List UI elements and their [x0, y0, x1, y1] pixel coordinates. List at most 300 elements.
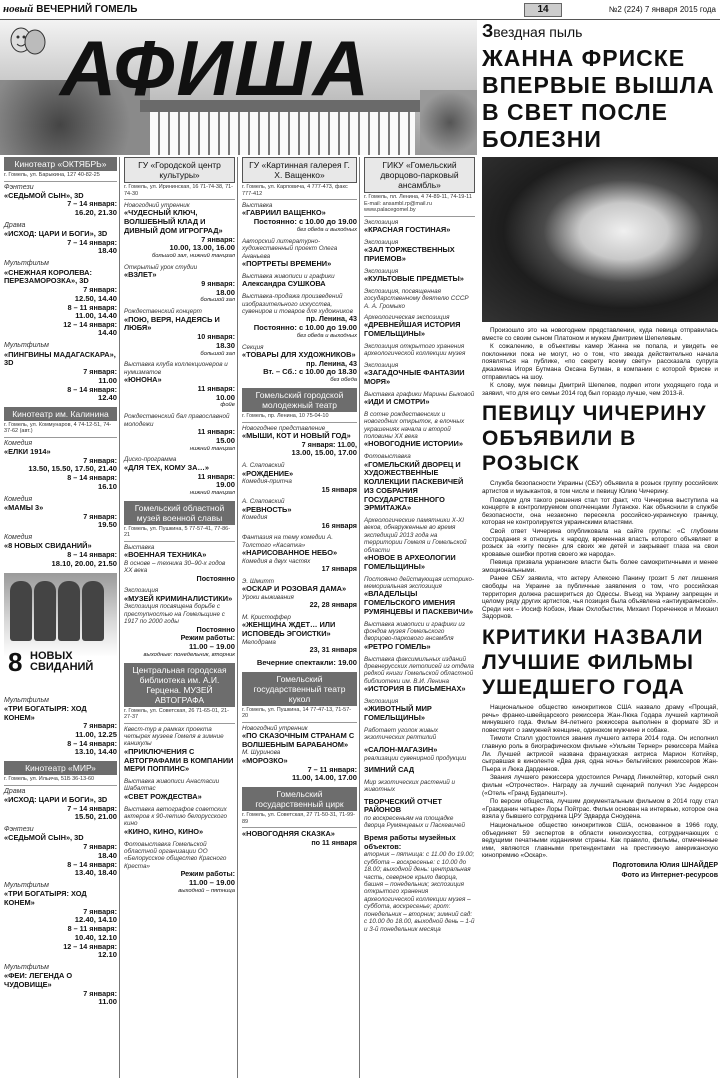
event-entry [124, 587, 235, 658]
event-subnote: Комедия-притча [242, 478, 292, 486]
event-date-2: 8 – 14 января: [67, 738, 117, 748]
event-venue: без обеда и выходных [296, 332, 357, 339]
event-time: 10.00, 13.00, 16.00 [169, 243, 235, 253]
section-heading: Кинотеатр им. Калинина [4, 407, 117, 421]
event-title: «СНЕЖНАЯ КОРОЛЕВА: ПЕРЕЗАМОРОЗКА», 3D [4, 267, 92, 286]
event-genre: Мультфильм [4, 882, 49, 890]
event-entry [242, 534, 357, 573]
event-note: Выставка графики Марины Быковой [364, 390, 475, 398]
event-title: «ЖИВОТНЫЙ МИР ГОМЕЛЬЩИНЫ» [364, 704, 432, 723]
event-date: 8 – 14 января: [67, 550, 117, 560]
movie-poster-image [4, 573, 117, 693]
event-note: Выставка [242, 202, 273, 209]
event-date-2: 8 – 11 января: [67, 924, 117, 934]
event-title: «РЕВНОСТЬ» [242, 504, 292, 514]
event-subnote: Уроки выживания [242, 593, 294, 601]
event-entry [364, 219, 475, 235]
article-paragraph: По версии общества, лучшим документальным фильмом в 2014 году стал «Гражданин четыре» Лоры Пойтрас. Фильм основан на интервью, которое она взяла у бывшего сотрудника ЦРУ Эдварда Сноудена. [482, 798, 718, 821]
event-entry [364, 362, 475, 387]
section-heading: ГУ «Картинная галерея Г. Х. Ващенко» [242, 157, 357, 183]
event-entry [4, 222, 117, 256]
event-date-2: 8 – 11 января: [67, 302, 117, 312]
event-note: Археологическая экспозиция [364, 313, 450, 321]
article-paragraph: Национальное общество кинокритиков США назвало драму «Прощай, речь» франко-швейцарского режиссера Жан-Люка Годара лучшей картиной минувшего года. Фильм 84-летнего режиссера выполнен в формате 3D и повествует о замужней женщине, одиноком мужчине и собаке. [482, 704, 718, 734]
poster-figure [34, 581, 56, 641]
event-genre: Мультфильм [4, 342, 49, 350]
event-entry [124, 202, 235, 260]
event-title: «ИДИ И СМОТРИ» [364, 397, 430, 407]
event-note: Выставка клуба коллекционеров и нумизматов [124, 361, 228, 376]
event-date: Режим работы: [180, 869, 235, 879]
event-date: 23, 31 января [309, 645, 357, 655]
event-note: Квест-тур в рамках проекта четырех музеев Гомеля в зимние каникулы [124, 725, 224, 748]
section-address: г. Гомель, пл. Ленина, 4 74-89-11, 74-19-11 E-mail: ansambl.rp@mail.ru www.palacegomel.by [364, 194, 475, 216]
event-genre: Комедия [4, 495, 33, 503]
event-title: ТВОРЧЕСКИЙ ОТЧЕТ РАЙОНОВ [364, 796, 442, 815]
event-venue: большой зал, нижний танцзал [151, 253, 235, 260]
event-date: 7 января: 11.00, [301, 439, 357, 449]
article-paragraph: Произошло это на новогоднем представлении, куда певица отправилась вместе со своим сыном Платоном и мужем Дмитрием Шепелевым. [482, 327, 718, 342]
event-title: «ПОРТРЕТЫ ВРЕМЕНИ» [242, 259, 332, 269]
section-heading: Центральная городская библиотека им. А.И. Герцена. МУЗЕЙ АВТОГРАФА [124, 663, 235, 707]
section-heading: Гомельский городской молодежный театр [242, 388, 357, 412]
event-note: Фотовыставка Гомельской областной организации ОО «Белорусское общество Красного Креста» [124, 840, 227, 870]
event-title: «МЫШИ, КОТ И НОВЫЙ ГОД» [242, 430, 351, 440]
event-date: 7 января: [83, 906, 117, 916]
event-title: «МАМЫ 3» [4, 503, 44, 513]
event-date: 7 – 14 января: [67, 199, 117, 209]
event-time: 13.50, 15.50, 17.50, 21.40 [28, 464, 117, 474]
event-title: «СВЕТ РОЖДЕСТВА» [124, 791, 202, 801]
event-note: Экспозиция [364, 238, 399, 246]
event-time: 11.00 – 19.00 [188, 877, 235, 887]
event-title: «ГОМЕЛЬСКИЙ ДВОРЕЦ И ХУДОЖЕСТВЕННЫЕ КОЛЛЕКЦИИ ПАСКЕВИЧЕЙ ИЗ СОБРАНИЯ ГОСУДАРСТВЕННОГО ЭРМИТАЖА» [364, 459, 464, 513]
event-note: Мир экзотических растений и животных [364, 778, 456, 794]
article-paragraph: Тимоти Спэлл удостоился звания лучшего актера 2014 года. Он исполнил главную роль в биографическом фильме «Уильям Тернер» режиссера Майка Ли. Лучшей актрисой названа французская актриса Марион Котийяр, сыгравшая в киноленте «Два дня, одна ночь» бельгийских режиссеров Жан-Пьера и Люка Дарденнов. [482, 735, 718, 773]
event-venue: нижний танцзал [189, 445, 235, 452]
event-entry [4, 534, 117, 568]
event-title: «ЮНОНА» [124, 375, 162, 385]
event-subnote: Мелодрама [242, 638, 276, 646]
photo-credit: Фото из Интернет-ресурсов [621, 872, 718, 880]
afisha-title: АФИША [60, 24, 372, 112]
event-date: 7 – 11 января: [307, 764, 357, 774]
event-title: «ТОВАРЫ ДЛЯ ХУДОЖНИКОВ» [242, 350, 356, 360]
event-venue: выходной – пятница [178, 887, 235, 894]
event-entry [4, 788, 117, 822]
poster-figure [10, 581, 32, 641]
event-title: Александра СУШКОВА [242, 279, 326, 289]
article-paragraph: Звания лучшего режиссера удостоился Ричард Линклейтер, который снял фильм «Отрочество». Награду за лучший сценарий получил Уэс Андерсон («Отель «Гранд Будапешт»). [482, 774, 718, 797]
event-note: Выставка автографов советских актеров к 90-летию белорусского кино [124, 805, 228, 828]
event-entry [4, 826, 117, 878]
event-entry [124, 841, 235, 895]
event-note: Выставка живописи и графики [242, 272, 335, 280]
event-date: Постоянно [196, 573, 235, 583]
event-title: «НОВОГОДНЯЯ СКАЗКА» [242, 829, 335, 839]
event-time: 12.50, 14.40 [74, 293, 117, 303]
event-entry [124, 778, 235, 802]
event-entry [242, 344, 357, 384]
event-note: Фантазия на тему комедии А. Толстого «Касатка» [242, 534, 333, 549]
event-note: А. Слаповский [242, 498, 285, 506]
event-date-2: 8 – 14 января: [67, 384, 117, 394]
event-date: пр. Ленина, 43 [306, 358, 357, 368]
event-title: «НОВОГОДНИЕ ИСТОРИИ» [364, 439, 463, 449]
event-note: Секция [242, 343, 264, 351]
afisha-banner [0, 20, 477, 155]
event-note: Выставка живописи Анастасии Шабалтас [124, 778, 220, 793]
section-heading: ГУ «Городской центр культуры» [124, 157, 235, 183]
article-3-headline: КРИТИКИ НАЗВАЛИ ЛУЧШИЕ ФИЛЬМЫ УШЕДШЕГО ГОДА [482, 626, 704, 700]
event-time: 10.00 [215, 392, 235, 402]
event-time: 18.00 [215, 287, 235, 297]
event-entry [4, 342, 117, 403]
event-entry [364, 698, 475, 723]
event-time: 11.00 [98, 375, 117, 385]
event-note: Рождественский бал православной молодежи [124, 413, 230, 428]
event-date-2: 8 – 14 января: [67, 859, 117, 869]
poster-title: НОВЫХ СВИДАНИЙ [30, 649, 94, 673]
event-entry [364, 391, 475, 407]
event-date: Постоянно [196, 624, 235, 634]
palace-image [150, 112, 415, 155]
event-entry [4, 882, 117, 960]
event-title-2: «МОРОЗКО» [242, 755, 288, 765]
event-entry [364, 239, 475, 264]
event-date: пр. Ленина, 43 [306, 314, 357, 324]
section-heading: Гомельский государственный театр кукол [242, 672, 357, 706]
event-time: 18.30 [215, 340, 235, 350]
event-subnote: вторник – пятница: с 11.00 до 19.00; суббота – воскресенье: с 10.00 до 18.00; выходной день: центральная часть, северное крыло дворца, башня – понедельник; экспозиция открытого хранения археологической коллекции музея – суббота, воскресенье; грот: понедельник – вторник; зимний сад: с 10.00 до 18.00, выходной день – 1-й и 3-й понедельник месяца [364, 851, 475, 933]
event-date: 7 января: [83, 367, 117, 377]
event-entry [124, 308, 235, 357]
article-paragraph: Служба безопасности Украины (СБУ) объявила в розыск группу российских артистов и музыкантов, в том числе и певицу Юлию Чичерину. [482, 480, 718, 495]
event-date: 7 января: [83, 721, 117, 731]
event-entry [124, 806, 235, 837]
section-address: г. Гомель, ул. Советская, 27 71-50-31, 71-99-89 [242, 812, 357, 828]
event-date: 11 января: [197, 384, 235, 394]
section-address: г. Гомель, ул. Коммунаров, 4 74-12-51, 74-37-62 (авт.) [4, 422, 117, 438]
event-time-2: 11.00 – 19.00 [188, 641, 235, 651]
event-date: 15 января [321, 484, 357, 494]
event-time: 11.00, 14.00, 17.00 [291, 773, 357, 783]
event-time: 18.40 [97, 246, 117, 256]
event-title: «ПИНГВИНЫ МАДАГАСКАРА», 3D [4, 349, 116, 368]
event-genre: Мультфильм [4, 964, 49, 972]
rubric-title: Звездная пыль [482, 22, 583, 41]
event-subnote: Комедия [242, 514, 268, 522]
section-heading: Кинотеатр «ОКТЯБРЬ» [4, 157, 117, 171]
event-date: 7 января: [201, 234, 235, 244]
event-entry [242, 578, 357, 610]
event-title: «КУЛЬТОВЫЕ ПРЕДМЕТЫ» [364, 273, 464, 283]
event-time: 15.50, 21.00 [74, 812, 117, 822]
column-cinemas [2, 157, 120, 1078]
event-title: «ИСХОД: ЦАРИ И БОГИ», 3D [4, 229, 108, 239]
event-entry [242, 614, 357, 655]
event-entry [124, 361, 235, 409]
event-entry [364, 411, 475, 449]
event-date: 7 – 14 января: [67, 803, 117, 813]
event-entry [124, 726, 235, 774]
event-note: Новогодний утренник [242, 724, 308, 732]
event-title: «НОВОЕ В АРХЕОЛОГИИ ГОМЕЛЬЩИНЫ» [364, 553, 456, 571]
event-time: 16.20, 21.30 [74, 207, 117, 217]
event-note: Э. Шмитт [242, 577, 274, 585]
article-2-headline: ПЕВИЦУ ЧИЧЕРИНУ ОБЪЯВИЛИ В РОЗЫСК [482, 402, 707, 476]
event-entry [4, 496, 117, 530]
event-note: А. Слаповский [242, 462, 285, 470]
event-entry [242, 498, 357, 530]
event-entry [4, 260, 117, 338]
section-address: г. Гомель, пр. Ленина, 10 75-04-10 [242, 413, 357, 422]
event-time: 11.00, 12.25 [75, 729, 117, 739]
event-date-3: 12 – 14 января: [63, 941, 117, 951]
event-subnote: реализации сувенирной продукции [364, 754, 467, 762]
event-subnote: Комедия в двух частях [242, 557, 311, 565]
event-entry [242, 659, 357, 668]
event-entry [364, 576, 475, 617]
event-title: «МУЗЕЙ КРИМИНАЛИСТИКИ» [124, 593, 233, 603]
event-title: «ИСТОРИЯ В ПИСЬМЕНАХ» [364, 684, 466, 694]
event-venue: фойе [220, 402, 235, 409]
poster-number: 8 [8, 646, 23, 677]
event-date: 9 января: [201, 279, 235, 289]
event-note: М. Кристоффер [242, 613, 291, 621]
event-entry [364, 779, 475, 794]
event-entry [364, 656, 475, 694]
event-entry [364, 834, 475, 933]
theatre-masks-icon [8, 26, 48, 56]
event-note: Экспозиция, посвященная государственному деятелю СССР А. А. Громыко [364, 287, 469, 310]
event-entry [4, 697, 117, 758]
article-paragraph: Певица призвала украинские власти быть более самокритичными и менее эмоциональными. [482, 559, 718, 574]
event-genre: Мультфильм [4, 260, 49, 268]
section-heading: Гомельский государственный цирк [242, 787, 357, 811]
article-paragraph: Ранее СБУ заявила, что актеру Алексею Панину грозит 5 лет лишения свободы на Украине за публичные заявления о том, что российская территория должна расшириться до Одессы. Въезд на Украину запрещен и целому ряду других артистов, чья позиция была объявлена «антиукраинской». Среди них – Иосиф Кобзон, Иван Охлобыстин, Михаил Пореченков и Михаил Задорнов. [482, 575, 718, 621]
event-note: Выставка-продажа произведений изобразительного искусства, сувениров и товаров для художников [242, 293, 353, 315]
article-1-photo [482, 157, 718, 322]
event-note: Выставка живописи и графики из фондов музея Гомельского дворцово-паркового ансамбля [364, 620, 465, 643]
section-heading: Гомельский областной музей военной славы [124, 501, 235, 525]
event-time-2: 13.10, 14.40 [74, 747, 117, 757]
event-time-3: 12.10 [97, 950, 117, 960]
section-address: г. Гомель, ул. Советская, 26 71-65-01, 21-27-37 [124, 708, 235, 724]
page-number: 14 [524, 3, 562, 17]
event-genre: Комедия [4, 439, 33, 447]
event-date: 11 января: [197, 427, 235, 437]
event-title: «КРАСНАЯ ГОСТИНАЯ» [364, 224, 451, 234]
event-date: 7 – 14 января: [67, 237, 117, 247]
event-time: Постоянно: с 10.00 до 19.00 [253, 322, 357, 332]
event-title: «ЕЛКИ 1914» [4, 447, 51, 457]
event-title: «РЕТРО ГОМЕЛЬ» [364, 641, 431, 651]
event-entry [364, 314, 475, 339]
event-entry [4, 184, 117, 218]
event-date-2: Режим работы: [180, 633, 235, 643]
event-entry [242, 725, 357, 783]
column-palace-ensemble [362, 157, 477, 1078]
event-title: «8 НОВЫХ СВИДАНИЙ» [4, 541, 92, 551]
event-time-2: 16.10 [97, 481, 117, 491]
event-title: «ЗАГАДОЧНЫЕ ФАНТАЗИИ МОРЯ» [364, 368, 465, 386]
event-date: 10 января: [197, 332, 235, 342]
event-entry [4, 964, 117, 1007]
section-address: г. Гомель, ул. Барыкина, 127 40-82-25 [4, 172, 117, 181]
poster-figure [58, 581, 80, 641]
event-title: «ИСХОД: ЦАРИ И БОГИ», 3D [4, 795, 108, 804]
event-title: «ВЛАДЕЛЬЦЫ ГОМЕЛЬСКОГО ИМЕНИЯ РУМЯНЦЕВЫ И ПАСКЕВИЧИ» [364, 589, 474, 616]
event-note: Диско-программа [124, 456, 177, 464]
section-address: г. Гомель, ул. Карповича, 4 777-473, факс 777-412 [242, 184, 357, 200]
event-title: «ПРИКЛЮЧЕНИЯ С АВТОГРАФАМИ В КОМПАНИИ МЕРИ ПОППИНС» [124, 746, 234, 774]
event-title: «ГАВРИИЛ ВАЩЕНКО» [242, 208, 326, 218]
event-entry [364, 621, 475, 652]
right-news-column [482, 22, 718, 1078]
event-time-3: 14.40 [97, 328, 117, 338]
event-venue: большой зал [200, 297, 235, 304]
event-title: «ДЛЯ ТЕХ, КОМУ ЗА…» [124, 462, 209, 472]
event-venue: нижний танцзал [189, 490, 235, 497]
event-entry [242, 202, 357, 234]
trees-image-right [420, 90, 477, 155]
event-note: Археологические памятники X-XI веков, обнаруженные во время экспедиций 2013 года на территории Гомеля и Гомельской области [364, 517, 467, 554]
event-time: 18.40 [97, 850, 117, 860]
event-title: «СЕДЬМОЙ СЫН», 3D [4, 833, 84, 843]
event-time: 19.50 [97, 520, 117, 530]
event-note: Экспозиция открытого хранения археологической коллекции музея [364, 342, 466, 358]
event-genre: Фэнтези [4, 826, 34, 834]
section-address: г. Гомель, ул. Ирининская, 16 71-74-38, 71-74-30 [124, 184, 235, 200]
section-address: г. Гомель, ул. Ильича, 51Б 36-13-60 [4, 776, 117, 785]
event-time: 13.00, 15.00, 17.00 [291, 448, 357, 458]
issue-date: №2 (224) 7 января 2015 года [608, 5, 716, 14]
section-address: г. Гомель, ул. Пушкина, 14 77-47-13, 71-57-20 [242, 707, 357, 723]
event-entry [242, 293, 357, 340]
event-date: 7 января: [83, 988, 117, 998]
event-venue: большой зал [200, 350, 235, 357]
column-culture-centers [122, 157, 238, 1078]
event-title: «ФЕИ: ЛЕГЕНДА О ЧУДОВИЩЕ» [4, 971, 73, 990]
event-entry [364, 766, 475, 775]
event-title: «НАРИСОВАННОЕ НЕБО» [242, 548, 338, 558]
event-entry [364, 517, 475, 572]
event-title: «ПО СКАЗОЧНЫМ СТРАНАМ С ВОЛШЕБНЫМ БАРАБАНОМ» [242, 731, 355, 749]
event-note: Постоянно действующая историко-мемориальная экспозиция [364, 575, 475, 590]
event-entry [4, 440, 117, 492]
event-date-2: 8 – 14 января: [67, 473, 117, 483]
event-title: «ЖЕНЩИНА ЖДЕТ… ИЛИ ИСПОВЕДЬ ЭГОИСТКИ» [242, 620, 336, 638]
event-venue: без обеда [330, 377, 357, 384]
event-genre: Мультфильм [4, 696, 49, 704]
event-entry [242, 830, 357, 847]
event-entry [364, 798, 475, 830]
poster-figure [82, 581, 104, 641]
event-title: «ТРИ БОГАТЫРЯ: ХОД КОНЕМ» [4, 703, 87, 722]
section-heading: ГИКУ «Гомельский дворцово-парковый ансамбль» [364, 157, 475, 193]
event-title: «ОСКАР И РОЗОВАЯ ДАМА» [242, 584, 347, 594]
event-date: по 11 января [311, 837, 357, 847]
event-date-3: 12 – 14 января: [63, 319, 117, 329]
event-time: 19.00 [215, 480, 235, 490]
event-entry [242, 462, 357, 494]
article-author: Подготовила Юлия ШНАЙДЕР [612, 861, 718, 869]
event-entry [364, 288, 475, 310]
event-subnote: Экспозиция посвящена борьбе с преступностью на Гомельщине с 1917 по 2000 годы [124, 603, 225, 626]
event-genre: Драма [4, 221, 26, 229]
event-title: «ЧУДЕСНЫЙ КЛЮЧ, ВОЛШЕБНЫЙ КЛАД И ДИВНЫЙ ДОМ ИГРОГРАД» [124, 208, 223, 235]
article-1-headline: ЖАННА ФРИСКЕ ВПЕРВЫЕ ВЫШЛА В СВЕТ ПОСЛЕ БОЛЕЗНИ [482, 45, 715, 152]
event-date: 7 января: [83, 455, 117, 465]
event-subnote: В основе – техника 30–90-х годов XX века [124, 560, 226, 575]
event-date: 11 января: [197, 471, 235, 481]
section-address: г. Гомель, ул. Пушкина, 5 77-57-41, 77-86-21 [124, 526, 235, 542]
column-gallery-theatres [240, 157, 360, 1078]
event-entry [124, 456, 235, 496]
event-time-2: 13.40, 18.40 [74, 868, 117, 878]
article-paragraph: К сожалению, в объективы камер Жанна не попала, и увидеть ее поклонники пока не могут, но о том, что звезда действительно начала появляться на публике, «по секрету всему свету» рассказала супруга джазмена Игоря Бутмана Оксана Бутман, в компании с которой Фриске и отправилась на шоу. [482, 343, 718, 381]
event-time: 12.40, 14.10 [74, 915, 117, 925]
event-note: Выставка факсимильных изданий древнерусских летописей из отдела редкой книги Гомельской областной библиотеки им. В.И. Ленина [364, 655, 475, 685]
newspaper-brand: новый ВЕЧЕРНИЙ ГОМЕЛЬ [3, 3, 138, 15]
event-note: Авторский литературно-художественный проект Олега Ананьева [242, 237, 338, 260]
article-paragraph: К слову, муж певицы Дмитрий Шепелев, подвел итоги уходящего года и заявил, что для его семьи 2014 год был гораздо лучше, чем 2013-й. [482, 382, 718, 397]
page-header [0, 0, 720, 20]
event-entry [242, 238, 357, 269]
event-time: Вечерние спектакли: 19.00 [256, 657, 357, 667]
event-note: Экспозиция [364, 267, 399, 275]
event-title: «САЛОН-МАГАЗИН» [364, 744, 438, 754]
event-note: Новогодний утренник [124, 202, 190, 209]
event-subnote: М. Шуринова [242, 749, 281, 757]
event-note: В сотне рождественских и новогодних открыток, в елочных украшениях начала и второй половины XX века [364, 410, 465, 441]
event-title: «ВЗЛЕТ» [124, 270, 157, 280]
article-2-body [482, 480, 718, 621]
event-time: 11.00 [98, 997, 117, 1007]
event-entry [124, 544, 235, 583]
event-date: 7 января: [83, 511, 117, 521]
event-title: «КИНО, КИНО, КИНО» [124, 826, 204, 836]
event-entry [364, 343, 475, 358]
event-date: 17 января [321, 564, 357, 574]
event-date: 22, 28 января [309, 600, 357, 610]
event-entry [364, 727, 475, 742]
event-subnote: по воскресеньям на площадке дворца Румянцевых и Паскевичей [364, 814, 465, 830]
event-note: Экспозиция [364, 698, 399, 706]
event-time-2: 12.40 [97, 393, 117, 403]
event-time: Постоянно: с 10.00 до 19.00 [253, 217, 357, 227]
article-paragraph: Поводом для такого решения стал тот факт, что Чичерина выступила на концерте в контролируемом ополченцами Луганске. Как объяснили в службе безопасности, она незаконно пересекла российско-украинскую границу, которая не контролируется украинскими властями. [482, 496, 718, 527]
event-date: 16 января [321, 520, 357, 530]
event-entry [364, 268, 475, 284]
event-venue: без обеда и выходных [296, 227, 357, 234]
event-entry [364, 453, 475, 513]
event-note: Рождественский концерт [124, 308, 202, 316]
article-paragraph: Свой ответ Чичерина опубликовала на сайте группы: «С глубоким сострадания я отношусь к народу, временная власть которого объявляет в розыск за «хиту песен» для своих же детей и закрывает глаза на свои кровавые ошибки против своего же народа». [482, 527, 718, 558]
event-title: «ЗАЛ ТОРЖЕСТВЕННЫХ ПРИЕМОВ» [364, 245, 455, 263]
event-title: «СЕДЬМОЙ СЫН», 3D [4, 190, 84, 200]
event-title: «ПОЮ, ВЕРЯ, НАДЕЯСЬ И ЛЮБЯ» [124, 314, 220, 333]
event-note: Экспозиция [364, 218, 399, 226]
event-time-2: 10.40, 12.10 [74, 932, 117, 942]
event-note: Выставка [124, 543, 155, 551]
event-note: Экспозиция [124, 587, 159, 595]
event-venue: выходные: понедельник, вторник [143, 651, 235, 658]
event-entry [242, 273, 357, 289]
event-title: «РОЖДЕНИЕ» [242, 468, 294, 478]
event-time: Вт. – Сб.: с 10.00 до 18.30 [263, 367, 357, 377]
